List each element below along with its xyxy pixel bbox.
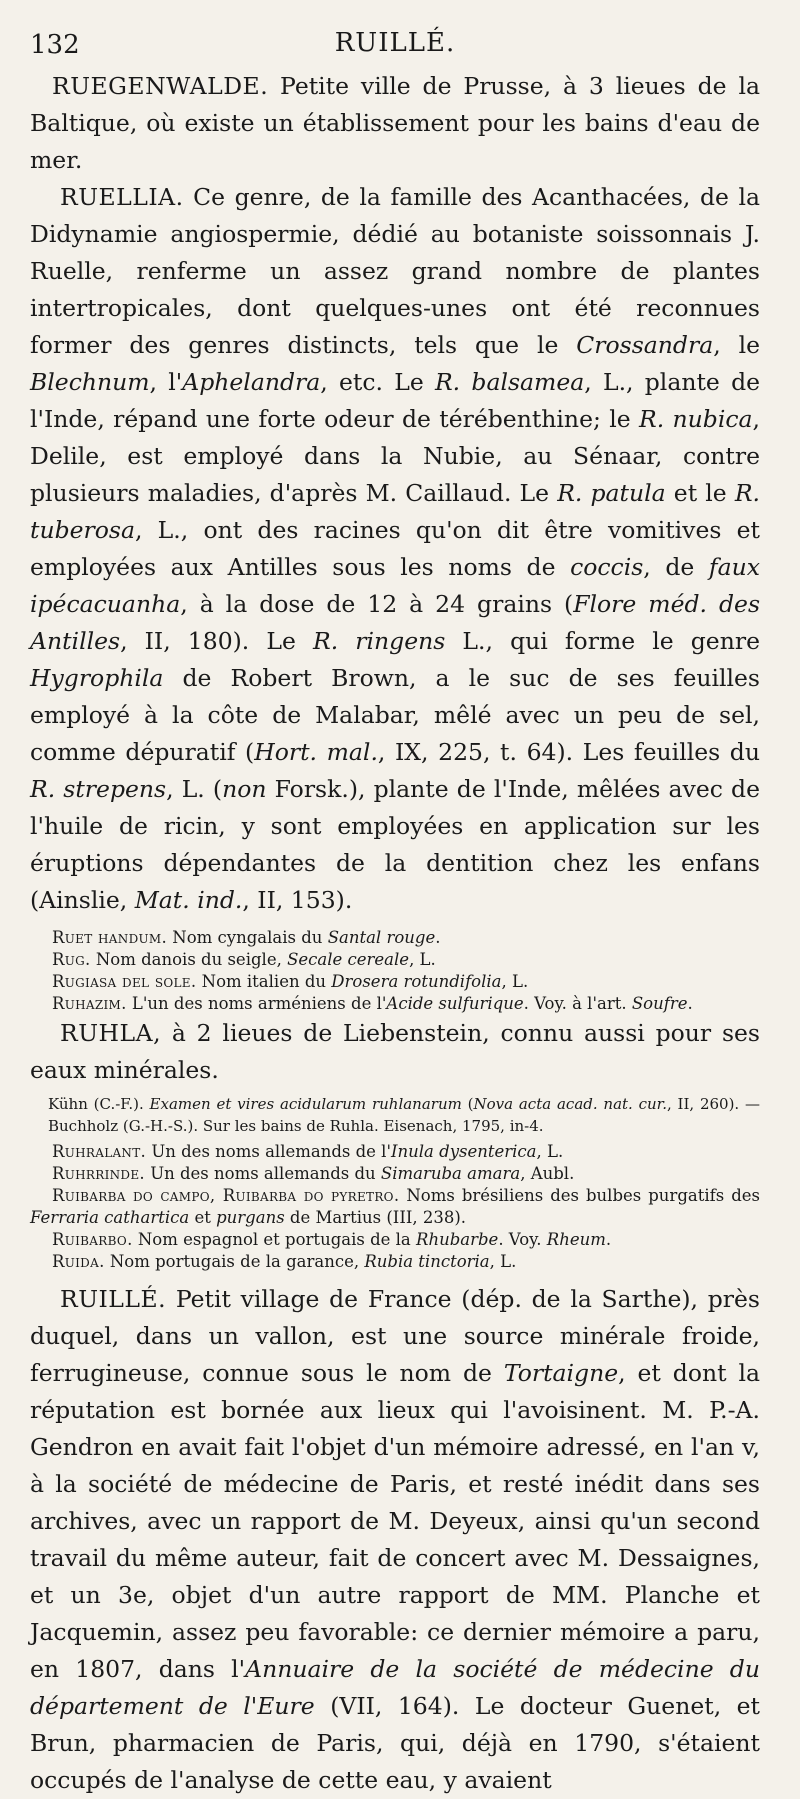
entry-text: Nom italien du [196, 972, 332, 991]
entry-text: , L. [409, 950, 436, 969]
citation-title: Flore méd. des Antilles [30, 590, 760, 655]
species-name: purgans [216, 1208, 285, 1227]
cross-reference: Rheum [546, 1230, 606, 1249]
headword: Ruibarba do campo, Ruibarba do pyretro. [52, 1186, 400, 1205]
page-text [30, 68, 760, 1799]
entry-ruille [30, 1281, 760, 1799]
species-name: Blechnum [30, 368, 150, 396]
entry-text: , de [643, 553, 709, 581]
entry-text: , L., ont des racines qu'on dit être vomitives et employées aux Antilles sous les noms de [30, 516, 760, 581]
latin-word: non [222, 775, 267, 803]
species-name: Crossandra [576, 331, 714, 359]
entry-text: de Martius (III, 238). [284, 1208, 467, 1227]
species-name: Secale cereale [287, 950, 410, 969]
ref-journal: Nova acta acad. nat. cur. [473, 1095, 667, 1113]
headword: Ruhazim. [52, 994, 127, 1013]
entry-ruhla [30, 1015, 760, 1089]
genus-name: Hygrophila [30, 664, 164, 692]
species-name: Aphelandra [182, 368, 321, 396]
ref-title: Examen et vires acidularum ruhlanarum [149, 1095, 462, 1113]
entry-text: Un des noms allemands du [144, 1164, 381, 1183]
species-name: Inula dysenterica [391, 1142, 537, 1161]
entry-text: Nom portugais de la garance, [104, 1252, 365, 1271]
entry-rugiasa [30, 971, 760, 993]
species-name: R. ringens [313, 627, 446, 655]
entry-text: Nom danois du seigle, [90, 950, 288, 969]
ref-text: ( [461, 1095, 474, 1113]
species-name: Rubia tinctoria [364, 1252, 490, 1271]
cross-reference: Soufre [631, 994, 688, 1013]
species-name: R. balsamea [434, 368, 585, 396]
headword: RUELLIA. [60, 183, 184, 211]
entry-ruegenwalde [30, 68, 760, 179]
spacer [30, 1273, 760, 1281]
page-header [30, 28, 760, 68]
entry-text: . Voy. [498, 1230, 547, 1249]
entry-ruet-handum [30, 927, 760, 949]
entry-text: Forsk.), plante de l'Inde, mêlées avec de l'huile de ricin, y sont employées en application sur les éruptions dépendantes de la dentition chez les enfans (Ainslie, [30, 775, 760, 914]
citation-title: Mat. ind. [134, 886, 243, 914]
entry-text: Nom espagnol et portugais de la [132, 1230, 417, 1249]
entry-text: Nom cyngalais du [167, 928, 328, 947]
headword: RUHLA, [60, 1019, 162, 1047]
entry-text: Petit village de France (dép. de la Sarthe), près duquel, dans un vallon, est une source minérale froide, ferrugineuse, connue sous le nom de [30, 1285, 760, 1387]
entry-ruibarba [30, 1185, 760, 1229]
headword: Rugiasa del sole. [52, 972, 197, 991]
headword: Ruet handum. [52, 928, 168, 947]
species-name: R. patula [557, 479, 666, 507]
citation-title: Hort. mal. [254, 738, 378, 766]
entry-text: . [687, 994, 693, 1013]
spacer [30, 919, 760, 927]
entry-text: et [189, 1208, 217, 1227]
entry-ruida [30, 1251, 760, 1273]
entry-text: . Voy. à l'art. [523, 994, 632, 1013]
entry-text: , L. [489, 1252, 517, 1271]
entry-text: , IX, 225, t. 64). Les feuilles du [377, 738, 760, 766]
entry-text: Ce genre, de la famille des Acanthacées, de la Didynamie angiospermie, dédié au botaniste soissonnais J. Ruelle, renferme un assez grand nombre de plantes intertropicales, dont quelques-unes ont été reconnues former des genres distincts, tels que le [30, 183, 760, 359]
entry-text: L'un des noms arméniens de l' [126, 994, 387, 1013]
species-name: Ferraria cathartica [30, 1208, 190, 1227]
entry-text: Un des noms allemands de l' [146, 1142, 391, 1161]
species-name: Santal rouge [327, 928, 436, 947]
species-name: Acide sulfurique [386, 994, 524, 1013]
entry-ruibarbo [30, 1229, 760, 1251]
entry-text: Noms brésiliens des bulbes purgatifs des [399, 1186, 760, 1205]
entry-text: L., qui forme le genre [445, 627, 760, 655]
headword: Ruida. [52, 1252, 105, 1271]
species-name: Drosera rotundifolia [331, 972, 502, 991]
entry-text: , II, 153). [242, 886, 353, 914]
entry-text: . [605, 1230, 612, 1249]
entry-text: à 2 lieues de Liebenstein, connu aussi pour ses eaux minérales. [30, 1019, 760, 1084]
headword: Ruhrrinde. [52, 1164, 145, 1183]
entry-text: de Robert Brown, a le suc de ses feuilles employé à la côte de Malabar, mêlé avec un peu de sel, comme dépuratif ( [30, 664, 760, 766]
headword: RUILLÉ. [60, 1285, 167, 1313]
entry-text: (VII, 164). Le docteur Guenet, et Brun, pharmacien de Paris, qui, déjà en 1790, s'étaient occupés de l'analyse de cette eau, y avaient [30, 1692, 761, 1794]
entry-text: . [435, 928, 441, 947]
entry-ruhrrinde [30, 1163, 760, 1185]
vernacular-name: coccis [570, 553, 644, 581]
entry-text: , l' [149, 368, 183, 396]
entry-text: , L. [501, 972, 529, 991]
bibliography [30, 1093, 760, 1137]
headword: RUEGENWALDE. [52, 72, 269, 100]
vernacular-name: faux ipécacuanha [30, 553, 760, 618]
species-name: Simaruba amara [380, 1164, 521, 1183]
entry-text: , II, 180). Le [120, 627, 314, 655]
citation-title: Annuaire de la société de médecine du département de l'Eure [30, 1655, 760, 1720]
entry-ruhazim [30, 993, 760, 1015]
entry-text: , L. ( [166, 775, 223, 803]
entry-text: , L., plante de l'Inde, répand une forte odeur de térébenthine; le [30, 368, 761, 433]
entry-text: , à la dose de 12 à 24 grains ( [180, 590, 574, 618]
entry-text: , L. [536, 1142, 564, 1161]
species-name: R. strepens [30, 775, 167, 803]
species-name: R. tuberosa [30, 479, 760, 544]
entry-text: , et dont la réputation est bornée aux lieux qui l'avoisinent. M. P.-A. Gendron en avait fait l'objet d'un mémoire adressé, en l'an v, à la société de médecine de Paris, et resté inédit dans ses archives, avec un rapport de M. Deyeux, ainsi qu'un second travail du même auteur, fait de concert avec M. Dessaignes, et un 3e, objet d'un autre rapport de MM. Planche et Jacquemin, assez peu favorable: ce dernier mémoire a paru, en 1807, dans l' [30, 1359, 761, 1683]
place-name: Tortaigne [503, 1359, 619, 1387]
headword: Rug. [52, 950, 91, 969]
page-number: 132 [30, 30, 80, 60]
entry-text: , Delile, est employé dans la Nubie, au Sénaar, contre plusieurs maladies, d'après M. Caillaud. Le [30, 405, 760, 507]
headword: Ruibarbo. [52, 1230, 133, 1249]
entry-ruhralant [30, 1141, 760, 1163]
entry-text: , le [713, 331, 760, 359]
entry-text: , etc. Le [320, 368, 435, 396]
ref-text: , II, 260). — Buchholz (G.-H.-S.). Sur les bains de Ruhla. Eisenach, 1795, in-4. [48, 1095, 760, 1135]
headword: Ruhralant. [52, 1142, 147, 1161]
entry-text: Petite ville de Prusse, à 3 lieues de la Baltique, où existe un établissement pour les bains d'eau de mer. [30, 72, 760, 174]
running-head: RUILLÉ. [334, 28, 456, 58]
entry-rug [30, 949, 760, 971]
entry-text: , Aubl. [520, 1164, 575, 1183]
entry-ruellia [30, 179, 760, 919]
entry-text: et le [665, 479, 735, 507]
species-name: Rhubarbe [416, 1230, 499, 1249]
species-name: R. nubica [639, 405, 753, 433]
ref-author: Kühn (C.-F.). [48, 1095, 150, 1113]
